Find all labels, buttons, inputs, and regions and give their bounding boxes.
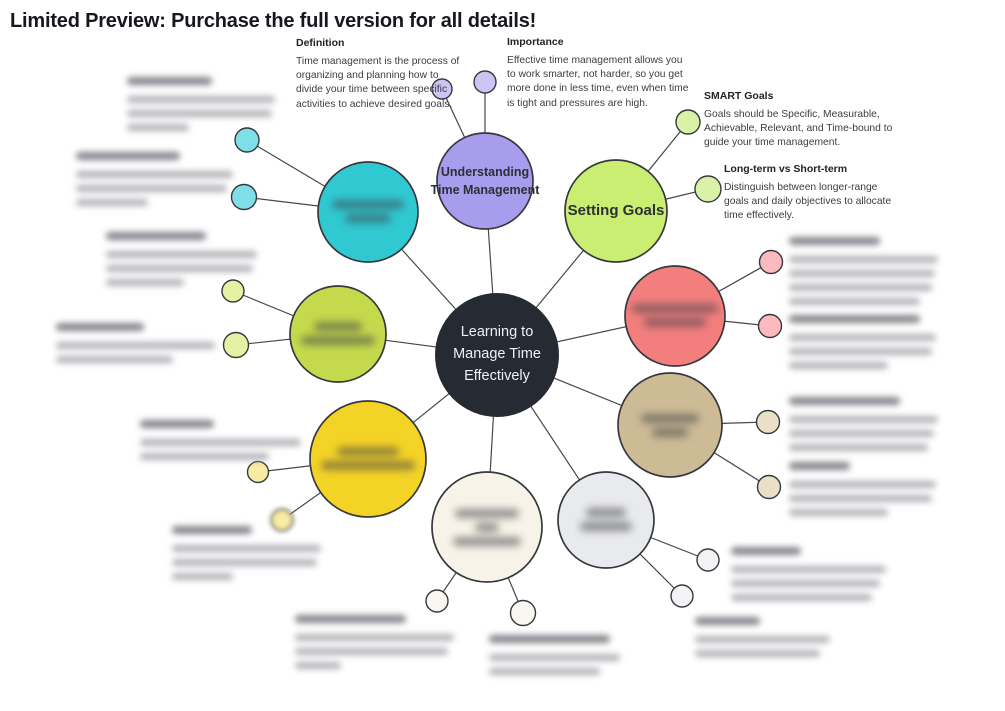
- note-smart-goals-title: SMART Goals: [704, 90, 774, 102]
- satellite-cream-2[interactable]: [511, 601, 536, 626]
- satellite-cream-1[interactable]: [426, 590, 448, 612]
- blurred-note: [789, 462, 936, 523]
- satellite-goals-smart[interactable]: [676, 110, 700, 134]
- blurred-note: [789, 237, 938, 312]
- blurred-note: [731, 547, 886, 608]
- note-importance-body: Effective time management allows you to work smarter, not harder, so you get more done in less time, even when time is tight and pressures are high.: [507, 55, 689, 109]
- blurred-note: [789, 397, 938, 458]
- blurred-note: [56, 323, 215, 370]
- note-definition-body: Time management is the process of organizing and planning how to divide your time between specific activities to achieve desired goals.: [296, 56, 460, 110]
- note-smart-goals-body: Goals should be Specific, Measurable, Achievable, Relevant, and Time-bound to guide your time management.: [704, 109, 893, 149]
- note-definition-title: Definition: [296, 37, 345, 49]
- note-longterm-shortterm-title: Long-term vs Short-term: [724, 163, 848, 175]
- blurred-node-label-red: [627, 304, 723, 332]
- note-importance: [507, 36, 689, 111]
- satellite-goals-longterm[interactable]: [695, 176, 721, 202]
- blurred-node-label-teal: [328, 200, 408, 228]
- node-understanding-label: Understanding Time Management: [430, 164, 540, 197]
- node-center-label: Learning to Manage Time Effectively: [453, 324, 541, 384]
- satellite-chartreuse-2[interactable]: [224, 333, 249, 358]
- blurred-node-label-gray: [574, 508, 638, 536]
- blurred-note: [106, 232, 257, 293]
- blurred-note: [489, 635, 620, 682]
- note-longterm-shortterm-body: Distinguish between longer-range goals and daily objectives to allocate time effectively.: [724, 182, 892, 222]
- blurred-node-label-yellow: [318, 447, 418, 475]
- blurred-node-label-tan: [635, 414, 705, 442]
- note-definition: [296, 37, 468, 112]
- note-importance-title: Importance: [507, 36, 564, 48]
- satellite-red-1[interactable]: [760, 251, 783, 274]
- node-setting-goals-label: Setting Goals: [567, 202, 665, 220]
- satellite-tan-2[interactable]: [758, 476, 781, 499]
- satellite-red-2[interactable]: [759, 315, 782, 338]
- preview-banner-title: Limited Preview: Purchase the full version for all details!: [10, 10, 537, 32]
- note-longterm-shortterm: [724, 163, 904, 224]
- satellite-understanding-2[interactable]: [474, 71, 496, 93]
- note-smart-goals: [704, 90, 896, 151]
- blurred-note: [127, 77, 275, 138]
- satellite-gray-1[interactable]: [697, 549, 719, 571]
- blurred-note: [695, 617, 830, 664]
- satellite-gray-2[interactable]: [671, 585, 693, 607]
- blurred-note: [789, 315, 936, 376]
- blurred-note: [140, 420, 301, 467]
- blurred-node-label-cream: [447, 509, 527, 551]
- blurred-note: [172, 526, 321, 587]
- satellite-teal-2[interactable]: [232, 185, 257, 210]
- blurred-node-label-chartreuse: [298, 322, 378, 350]
- blurred-note: [295, 615, 454, 676]
- blurred-note: [76, 152, 233, 213]
- satellite-tan-1[interactable]: [757, 411, 780, 434]
